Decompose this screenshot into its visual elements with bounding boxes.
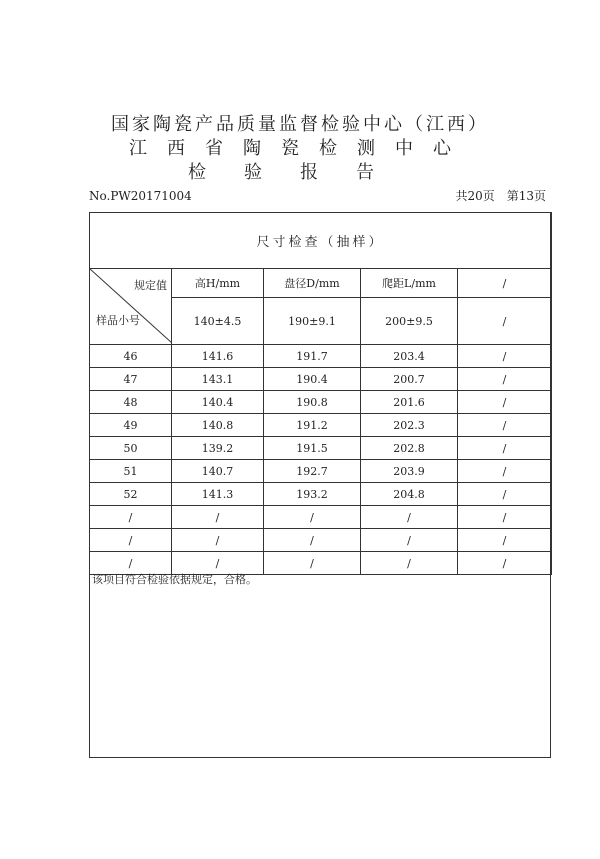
measurement-cell: 193.2: [264, 483, 361, 506]
report-header-line2: 江西省陶瓷检测中心: [129, 138, 471, 159]
measurement-cell: 203.9: [361, 460, 458, 483]
column-header: 爬距L/mm: [361, 269, 458, 298]
table-row: [90, 345, 552, 368]
table-row: [90, 529, 552, 552]
measurement-cell: 191.2: [264, 414, 361, 437]
measurement-cell: /: [458, 414, 552, 437]
measurement-cell: 139.2: [172, 437, 264, 460]
size-inspection-table: [89, 212, 552, 575]
sample-number-cell: 49: [90, 414, 172, 437]
measurement-cell: 191.5: [264, 437, 361, 460]
column-header: 高H/mm: [172, 269, 264, 298]
measurement-cell: /: [264, 529, 361, 552]
measurement-cell: 191.7: [264, 345, 361, 368]
measurement-cell: 140.8: [172, 414, 264, 437]
report-header-line1: 国家陶瓷产品质量监督检验中心（江西）: [111, 114, 489, 135]
measurement-cell: /: [458, 368, 552, 391]
measurement-cell: /: [458, 391, 552, 414]
measurement-cell: 190.4: [264, 368, 361, 391]
sample-number-cell: 46: [90, 345, 172, 368]
measurement-cell: 200.7: [361, 368, 458, 391]
sample-number-cell: /: [90, 529, 172, 552]
total-pages: 共20页: [455, 189, 495, 203]
measurement-cell: 140.4: [172, 391, 264, 414]
current-page: 第13页: [506, 189, 546, 203]
table-row: [90, 368, 552, 391]
measurement-cell: 141.6: [172, 345, 264, 368]
measurement-cell: /: [172, 529, 264, 552]
measurement-cell: /: [458, 437, 552, 460]
sample-number-cell: /: [90, 552, 172, 575]
sample-number-cell: /: [90, 506, 172, 529]
measurement-cell: /: [458, 345, 552, 368]
sample-number-cell: 48: [90, 391, 172, 414]
measurement-cell: 192.7: [264, 460, 361, 483]
table-row: [90, 483, 552, 506]
measurement-cell: /: [361, 552, 458, 575]
standard-value: /: [458, 298, 552, 345]
standard-value: 190±9.1: [264, 298, 361, 345]
table-row: [90, 391, 552, 414]
measurement-cell: 140.7: [172, 460, 264, 483]
table-row: [90, 506, 552, 529]
measurement-cell: 204.8: [361, 483, 458, 506]
measurement-cell: 201.6: [361, 391, 458, 414]
sample-number-cell: 52: [90, 483, 172, 506]
measurement-cell: 190.8: [264, 391, 361, 414]
measurement-cell: 203.4: [361, 345, 458, 368]
measurement-cell: /: [361, 529, 458, 552]
standard-value: 200±9.5: [361, 298, 458, 345]
corner-label-standard: 规定值: [134, 279, 167, 292]
sample-number-cell: 50: [90, 437, 172, 460]
table-row: [90, 437, 552, 460]
measurement-cell: 202.3: [361, 414, 458, 437]
table-row: [90, 460, 552, 483]
report-header-line3: 检验报告: [188, 162, 412, 183]
section-title: 尺寸检查（抽样）: [90, 213, 552, 269]
measurement-cell: 141.3: [172, 483, 264, 506]
measurement-cell: /: [172, 506, 264, 529]
column-header: /: [458, 269, 552, 298]
measurement-cell: /: [458, 460, 552, 483]
column-header: 盘径D/mm: [264, 269, 361, 298]
measurement-cell: /: [458, 483, 552, 506]
report-number: No.PW20171004: [89, 189, 192, 203]
measurement-cell: /: [458, 506, 552, 529]
corner-label-sample: 样品小号: [96, 314, 140, 327]
measurement-cell: 143.1: [172, 368, 264, 391]
measurement-cell: 202.8: [361, 437, 458, 460]
measurement-cell: /: [264, 506, 361, 529]
conclusion-text: 该项目符合检验依据规定，合格。: [92, 573, 257, 586]
table-row: [90, 414, 552, 437]
measurement-cell: /: [458, 529, 552, 552]
measurement-cell: /: [172, 552, 264, 575]
measurement-cell: /: [264, 552, 361, 575]
standard-value: 140±4.5: [172, 298, 264, 345]
sample-number-cell: 51: [90, 460, 172, 483]
corner-header-cell: [90, 269, 172, 345]
page-info: [443, 187, 546, 204]
measurement-cell: /: [361, 506, 458, 529]
sample-number-cell: 47: [90, 368, 172, 391]
measurement-cell: /: [458, 552, 552, 575]
